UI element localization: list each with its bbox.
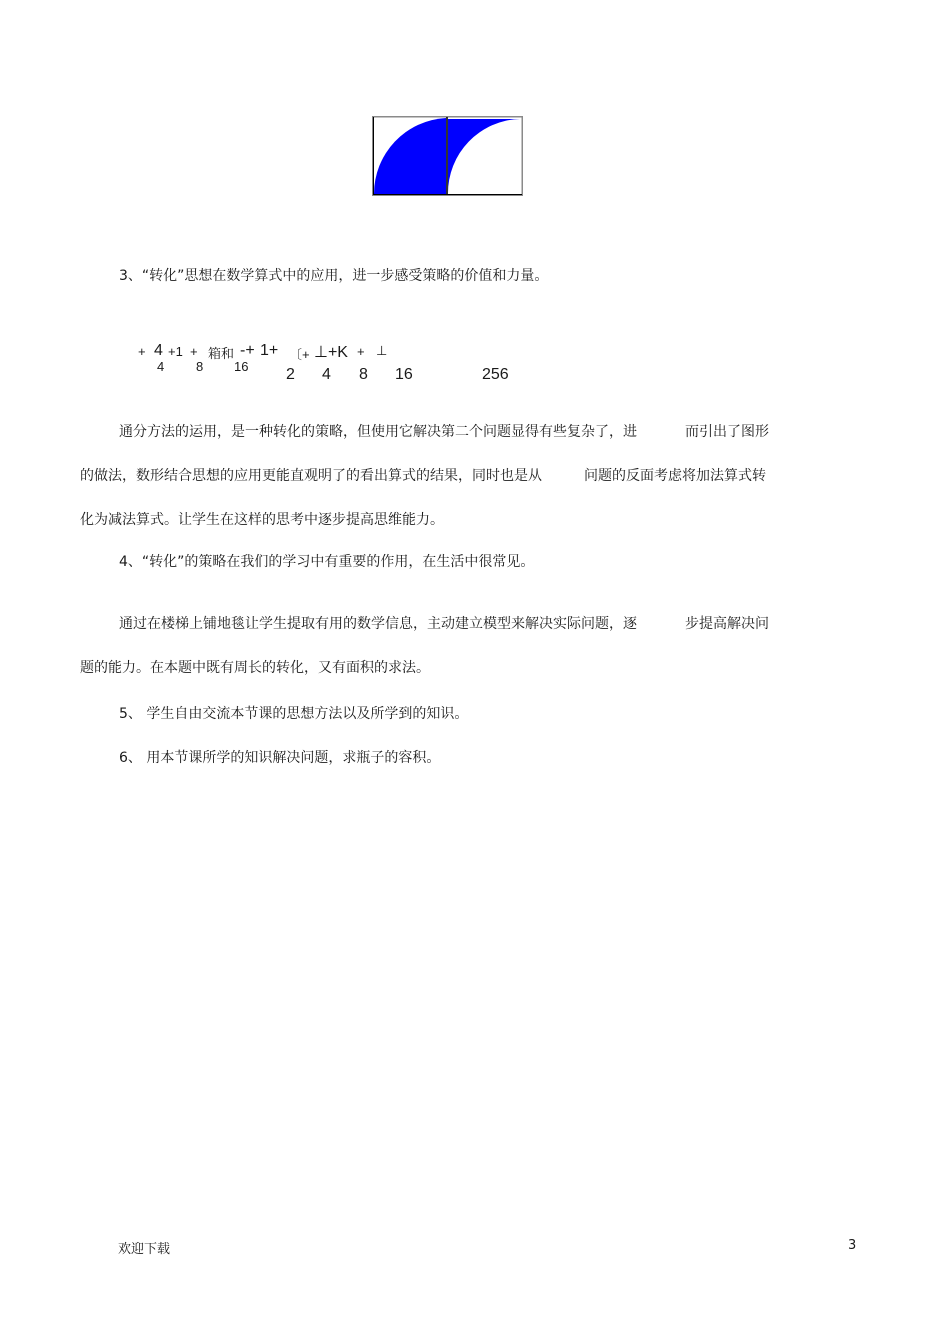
formula-token: -+ bbox=[240, 342, 255, 359]
formula-denominator: 16 bbox=[395, 366, 413, 383]
paragraph-text: 问题的反面考虑将加法算式转 bbox=[584, 468, 766, 484]
formula-denominator: 4 bbox=[157, 359, 165, 374]
formula-token: +1 bbox=[168, 344, 183, 359]
formula-denominator: 4 bbox=[322, 366, 331, 383]
formula-token: + bbox=[190, 344, 198, 359]
paragraph-text: 的做法，数形结合思想的应用更能直观明了的看出算式的结果，同时也是从 bbox=[80, 468, 542, 484]
item-6-heading: 6、 用本节课所学的知识解决问题，求瓶子的容积。 bbox=[119, 750, 441, 766]
paragraph-line bbox=[80, 602, 820, 646]
formula-denominator: 8 bbox=[196, 359, 204, 374]
paragraph-text: 通分方法的运用，是一种转化的策略，但使用它解决第二个问题显得有些复杂了，进 bbox=[119, 424, 637, 440]
item-3-heading: 3、“转化”思想在数学算式中的应用，进一步感受策略的价值和力量。 bbox=[119, 268, 549, 284]
item-4-heading: 4、“转化”的策略在我们的学习中有重要的作用，在生活中很常见。 bbox=[119, 554, 535, 570]
paragraph-line: 化为减法算式。让学生在这样的思考中逐步提高思维能力。 bbox=[80, 512, 444, 528]
paragraph-text: 通过在楼梯上铺地毯让学生提取有用的数学信息，主动建立模型来解决实际问题，逐 bbox=[119, 616, 637, 632]
formula-token: + bbox=[357, 344, 365, 359]
formula-denominator: 16 bbox=[234, 359, 249, 374]
paragraph-line bbox=[80, 454, 820, 498]
paragraph-line bbox=[80, 410, 820, 454]
formula-token: + bbox=[138, 344, 146, 359]
paragraph-text: 步提高解决问 bbox=[685, 616, 769, 632]
formula-token: 箱和 bbox=[208, 346, 235, 361]
formula-token: 〔+ bbox=[289, 347, 310, 362]
paragraph-line: 题的能力。在本题中既有周长的转化，又有面积的求法。 bbox=[80, 660, 430, 676]
formula-denominator: 2 bbox=[286, 366, 295, 383]
formula-token: 4 bbox=[154, 342, 163, 359]
footer-download-text: 欢迎下载 bbox=[118, 1242, 171, 1257]
formula-denominator: 8 bbox=[359, 366, 368, 383]
paragraph-stair-carpet bbox=[80, 602, 820, 690]
square-quarter-circle-figure bbox=[372, 116, 523, 196]
formula-denominator: 256 bbox=[482, 366, 509, 383]
paragraph-text: 而引出了图形 bbox=[685, 424, 769, 440]
formula-token: 1+ bbox=[260, 342, 279, 359]
series-formula bbox=[138, 340, 538, 390]
formula-token: ⊥+K bbox=[314, 344, 348, 361]
page-number: 3 bbox=[848, 1238, 857, 1253]
paragraph-conversion-strategy bbox=[80, 410, 820, 542]
formula-token: ⊥ bbox=[376, 343, 388, 358]
item-5-heading: 5、 学生自由交流本节课的思想方法以及所学到的知识。 bbox=[119, 706, 469, 722]
